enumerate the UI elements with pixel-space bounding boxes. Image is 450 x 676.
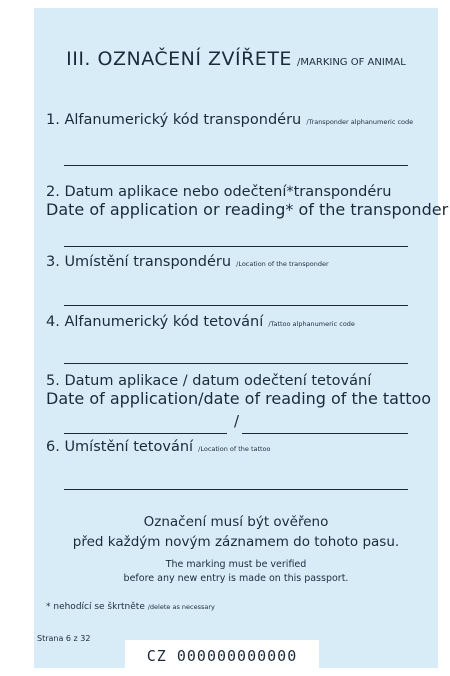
item-label: 3. Umístění transpondéru: [46, 254, 232, 270]
item-label-en: /Transponder alphanumeric code: [306, 118, 414, 126]
item-label: 5. Datum aplikace / datum odečtení tetování: [46, 373, 372, 389]
item-label-en: Date of application/date of reading of the tattoo: [46, 389, 432, 408]
footnote: [46, 602, 215, 612]
page-number: Strana 6 z 32: [37, 634, 91, 643]
serial-number: CZ 000000000000: [125, 640, 319, 672]
item-label: 2. Datum aplikace nebo odečtení*transpondéru: [46, 184, 392, 200]
tattoo-reading-date-field[interactable]: [242, 433, 408, 434]
item-tattoo-location: [46, 436, 271, 455]
section-title-en: /MARKING OF ANIMAL: [297, 57, 406, 68]
item-label: 4. Alfanumerický kód tetování: [46, 314, 264, 330]
tattoo-code-field[interactable]: [64, 363, 408, 364]
verification-en-line2: before any new entry is made on this passport.: [123, 573, 349, 584]
item-transponder-date: [46, 181, 391, 200]
item-label-en: /Location of the transponder: [236, 260, 329, 268]
item-label: 1. Alfanumerický kód transpondéru: [46, 112, 302, 128]
item-label-en: /Location of the tattoo: [198, 445, 271, 453]
section-title: [34, 48, 438, 70]
date-separator: /: [234, 412, 240, 430]
section-title-cz: III. OZNAČENÍ ZVÍŘETE: [66, 48, 292, 70]
footnote-en: /delete as necessary: [147, 603, 215, 611]
verification-en-line1: The marking must be verified: [165, 559, 307, 570]
item-label-en: /Tattoo alphanumeric code: [268, 320, 355, 328]
transponder-code-field[interactable]: [64, 165, 408, 166]
footnote-cz: * nehodící se škrtněte: [46, 602, 145, 612]
tattoo-location-field[interactable]: [64, 489, 408, 490]
item-transponder-code: [46, 109, 413, 128]
item-tattoo-date: [46, 370, 371, 389]
passport-page: [34, 8, 449, 668]
verification-cz-line1: Označení musí být ověřeno: [143, 514, 329, 530]
verification-cz-line2: před každým novým záznamem do tohoto pasu.: [72, 534, 400, 550]
item-label: 6. Umístění tetování: [46, 439, 194, 455]
transponder-date-field[interactable]: [64, 246, 408, 247]
item-tattoo-code: [46, 311, 355, 330]
verification-note: [34, 512, 438, 586]
item-transponder-location: [46, 251, 329, 270]
item-label-en: Date of application or reading* of the transponder: [46, 200, 449, 219]
tattoo-application-date-field[interactable]: [64, 433, 227, 434]
transponder-location-field[interactable]: [64, 305, 408, 306]
